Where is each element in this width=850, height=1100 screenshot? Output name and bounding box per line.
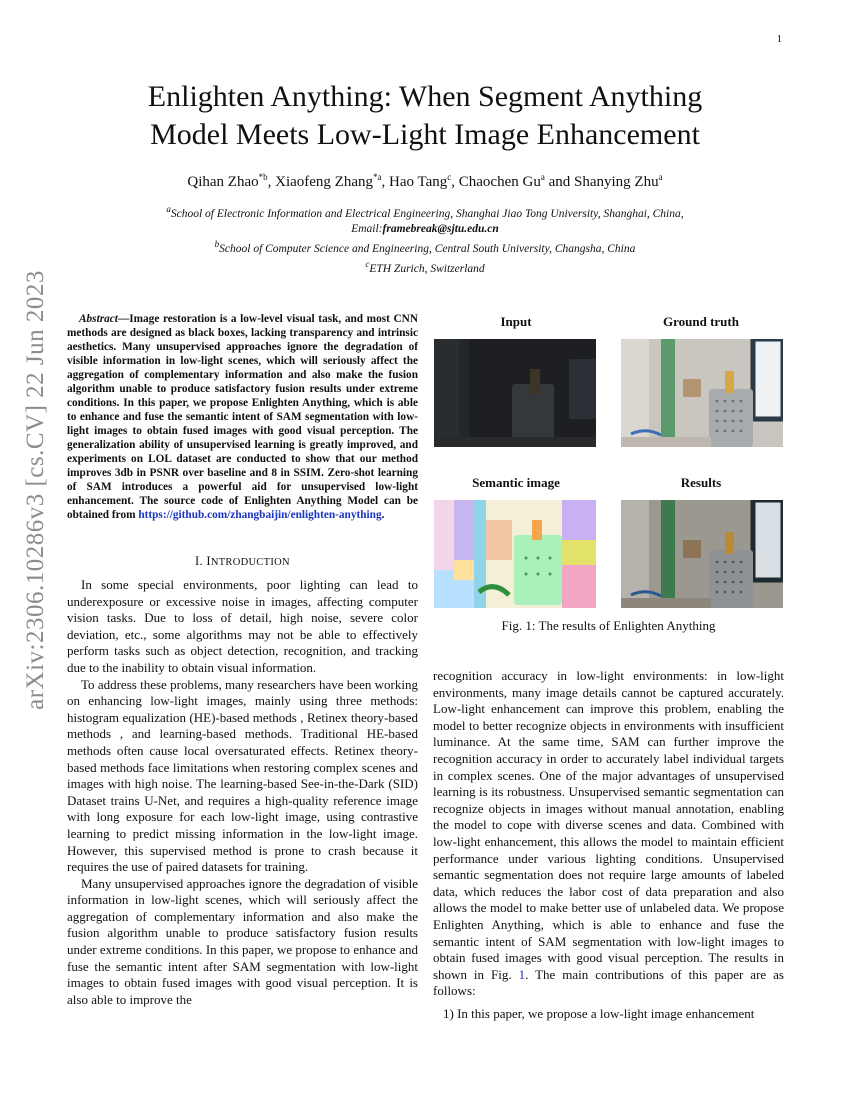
figure-label-semantic-image: Semantic image <box>472 475 560 490</box>
author: Xiaofeng Zhang$^{*a}$, <box>275 172 390 190</box>
figure-reference-link[interactable]: 1 <box>518 966 526 982</box>
semantic-image <box>434 500 596 608</box>
arxiv-stamp <box>6 270 66 710</box>
author: Qihan Zhao$^{*b}$, <box>187 172 276 190</box>
intro-paragraph-2: To address these problems, many researchers have been working on enhancing low-light images, mainly using three methods: histogram equalization (HE)-based methods , Retinex theory-based methods , and learning-based methods. Traditional HE-based methods often cause local oversaturated effects. Retinex theory-based methods face limitations when restoring complex scenes and images with high noise. The learning-based See-in-the-Dark (SID) Dataset trains U-Net, and requires a high-quality reference image with long exposure for each low-light image, using contrastive learning to predict missing information in the low-light image. However, this supervised method is prone to crash because it requires the use of paired datasets for training. <box>67 676 418 875</box>
email-address: framebreak@sjtu.edu.cn <box>382 222 499 235</box>
figure-label-results: Results <box>680 475 722 490</box>
affiliation-c: $^c$ETH Zurich, Switzerland <box>365 258 485 275</box>
author-list <box>70 172 780 191</box>
paper-title: Enlighten Anything: When Segment Anything Model Meets Low-Light Image Enhancement <box>147 80 703 151</box>
results-image <box>621 500 783 608</box>
author: Hao Tang$^c$, <box>389 172 459 190</box>
arxiv-id: arXiv:2306.10286v3 [cs.CV] 22 Jun 2023 <box>22 270 49 710</box>
input-image <box>434 339 596 447</box>
affiliations <box>70 202 780 276</box>
left-column <box>67 312 418 1008</box>
abstract: Abstract—Image restoration is a low-level visual task, and most CNN methods are designed as black boxes, lacking transparency and intrinsic aesthetics. Many unsupervised approaches ignore the degradation of visible information in low-light scenes, which will seriously affect the aggregation of complementary information and also make the fusion algorithm unable to produce satisfactory fusion results under extreme conditions. In this paper, we propose Enlighten Anything, which is able to enhance and fuse the semantic intent of SAM segmentation with low-light images to obtain fused images with good visual perception. The generalization ability of unsupervised learning is greatly improved, and experiments on LOL dataset are conducted to show that our method improves 3db in PSNR over baseline and 8 in SSIM. Zero-shot learning of SAM introduces a powerful aid for unsupervised low-light enhancement. The source code of Enlighten Anything Model can be obtained from https://github.com/zhangbaijin/enlighten-anything. <box>67 313 418 521</box>
right-paragraph: recognition accuracy in low-light environments: in low-light environments, many image details cannot be captured accurately. Low-light enhancement can improve this problem, enabling the model to better recognize objects in environments with insufficient luminance. At the same time, SAM can further improve the recognition accuracy in order to accurately label individual targets in complex scenes. One of the major advantages of unsupervised learning is its robustness. Unsupervised semantic segmentation can recognize objects in images without manual annotation, enabling the model to cope with diverse scenes and data. Combined with low-light enhancement, this allows the model to maintain efficient performance under various lighting conditions. Unsupervised semantic segmentation does not require large amounts of labeled data, which reduces the labor cost of data preparation and also allows the model to make better use of unlabeled data. We propose Enlighten Anything, which is able to enhance and fuse the semantic intent of SAM segmentation with low-light images to obtain fused images with good visual perception. The results in shown in Fig. 1. The main contributions of this paper are as follows: <box>433 668 784 999</box>
figure-label-input: Input <box>500 314 532 329</box>
page-number: 1 <box>776 33 782 45</box>
ground-truth-image <box>621 339 783 447</box>
affiliation-b: $^b$School of Computer Science and Engineering, Central South University, Changsha, China <box>214 238 636 255</box>
email-line: Email:framebreak@sjtu.edu.cn <box>351 222 499 235</box>
contribution-list-item-1: 1) In this paper, we propose a low-light image enhancement <box>443 1005 755 1021</box>
author: Shanying Zhu$^a$ <box>574 172 663 190</box>
figure-caption: Fig. 1: The results of Enlighten Anything <box>501 618 716 633</box>
right-column-text <box>433 668 784 1022</box>
figure-label-ground-truth: Ground truth <box>663 314 739 329</box>
intro-paragraph-1: In some special environments, poor lighting can lead to underexposure or excessive noise in images, affecting computer vision tasks. Due to loss of detail, high noise, severe color deviation, etc., some algorithms may not be able to effectively perform tasks such as object detection, recognition, and tracking due to the inability to obtain visual information. <box>67 577 418 675</box>
affiliation-a: $^a$School of Electronic Information and Electrical Engineering, Shanghai Jiao Tong University, Shanghai, China, <box>166 204 684 220</box>
intro-paragraph-3: Many unsupervised approaches ignore the degradation of visible information in low-light scenes, which will seriously affect the aggregation of complementary information and also make the fusion algorithm unable to produce satisfactory fusion results under extreme conditions. In this paper, we propose to enhance and fuse the semantic intent after SAM segmentation with low-light images to obtain fused images with good visual perception. It is also able to improve the <box>67 875 418 1007</box>
author: Chaochen Gu$^a$ and <box>458 172 574 190</box>
figure-1 <box>433 312 784 642</box>
right-column <box>433 312 784 642</box>
section-heading-introduction: I. INTRODUCTION <box>195 554 290 568</box>
source-code-link[interactable]: https://github.com/zhangbaijin/enlighten-anything <box>138 509 382 521</box>
